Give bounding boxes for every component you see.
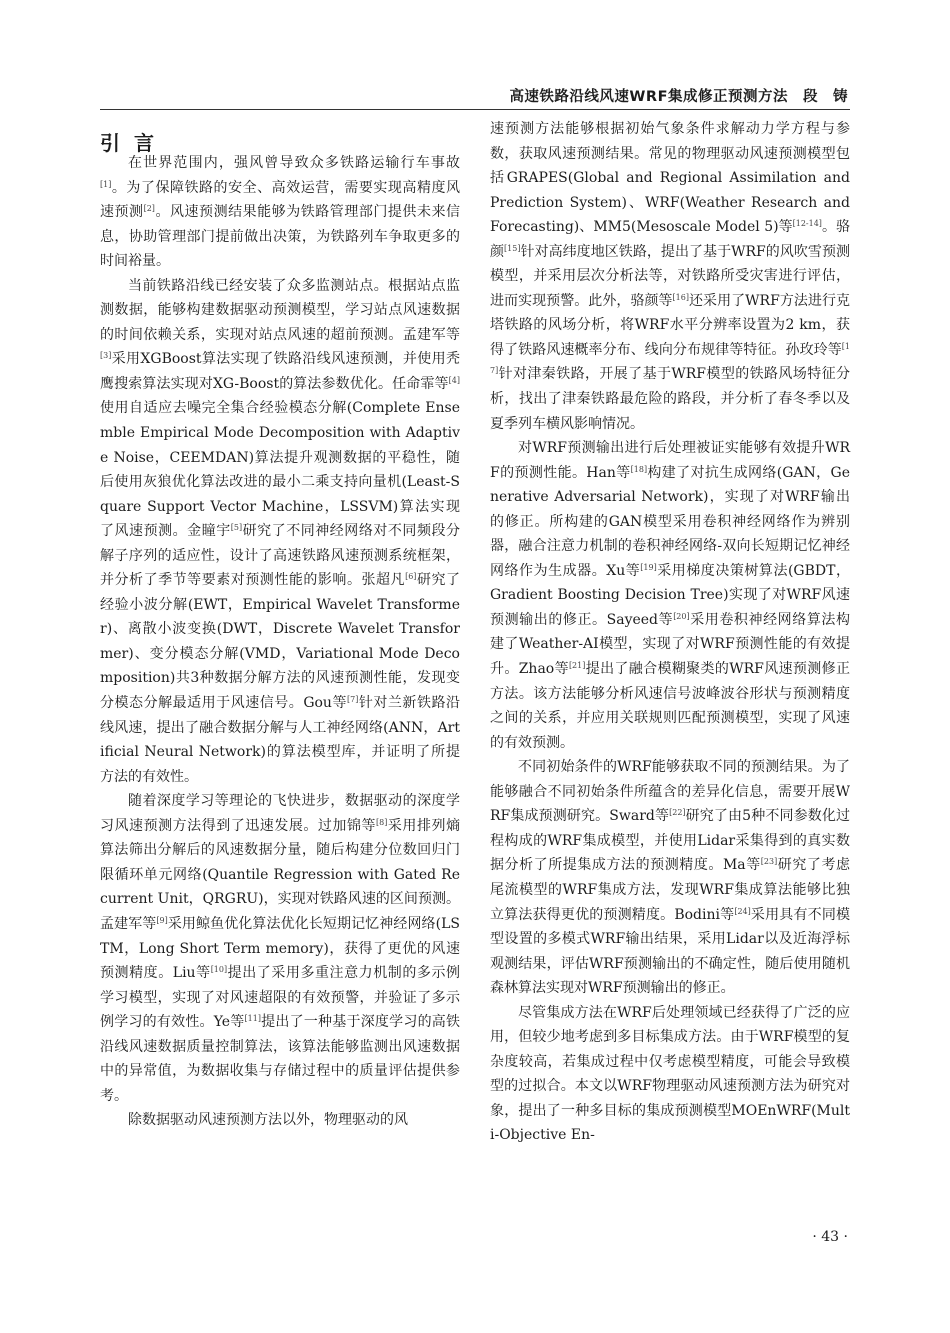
citation-ref: [23] — [760, 857, 778, 867]
citation-ref: [5] — [230, 523, 243, 533]
paragraph: 速预测方法能够根据初始气象条件求解动力学方程与参数，获取风速预测结果。常见的物理驱动风速预测模型包括GRAPES(Global and Regional Assimilation and Prediction System)、WRF(Weather Research and Forecasting)、MM5(Mesoscale Model 5)等[12-14]。骆颜[15]针对高纬度地区铁路，提出了基于WRF的风吹雪预测模型，并采用层次分析法等，对铁路所受灾害进行评估，进而实现预警。此外，骆颜等[16]还采用了WRF方法进行克塔铁路的风场分析，将WRF水平分辨率设置为2 km，获得了铁路风速概率分布、线向分布规律等特征。孙玫玲等[17]针对津秦铁路，开展了基于WRF模型的铁路风场特征分析，找出了津秦铁路最危险的路段，并分析了春冬季以及夏季列车横风影响情况。 — [490, 121, 850, 432]
citation-ref: [8] — [376, 817, 388, 827]
citation-ref: [6] — [405, 572, 417, 582]
citation-ref: [3] — [100, 351, 112, 361]
paragraph: 尽管集成方法在WRF后处理领域已经获得了广泛的应用，但较少地考虑到多目标集成方法。由于WRF模型的复杂度较高，若集成过程中仅考虑模型精度，可能会导致模型的过拟合。本文以WRF物理驱动风速预测方法为研究对象，提出了一种多目标的集成预测模型MOEnWRF(Multi-Objective En- — [490, 1004, 850, 1144]
citation-ref: [2] — [143, 204, 155, 214]
page-number: · 43 · — [812, 1229, 848, 1245]
citation-ref: [24] — [734, 906, 751, 916]
citation-ref: [21] — [568, 661, 586, 671]
paragraph: 除数据驱动风速预测方法以外，物理驱动的风 — [128, 1112, 408, 1129]
citation-ref: [11] — [244, 1014, 261, 1024]
citation-ref: [22] — [669, 808, 686, 818]
paragraph: 不同初始条件的WRF能够获取不同的预测结果。为了能够融合不同初始条件所蕴含的差异化信息，需要开展WRF集成预测研究。Sward等[22]研究了由5种不同参数化过程构成的WRF集成模型，并使用Lidar采集得到的真实数据分析了所提集成方法的预测精度。Ma等[23]研究了考虑尾流模型的WRF集成方法，发现WRF集成算法能够比独立算法获得更优的预测精度。Bodini等[24]采用具有不同模型设置的多模式WRF输出结果，采用Lidar以及近海浮标观测结果，评估WRF预测输出的不确定性，随后使用随机森林算法实现对WRF预测输出的修正。 — [490, 759, 851, 997]
citation-ref: [9] — [156, 915, 168, 925]
left-column — [100, 151, 460, 1133]
citation-ref: [12-14] — [792, 219, 822, 229]
header-rule — [100, 109, 850, 110]
paragraph: 随着深度学习等理论的飞快进步，数据驱动的深度学习风速预测方法得到了迅速发展。过加锦等[8]采用排列熵算法筛出分解后的风速数据分量，随后构建分位数回归门限循环单元网络(Quantile Regression with Gated Recurrent Unit，QRGRU)，实现对铁路风速的区间预测。孟建军等[9]采用鲸鱼优化算法优化长短期记忆神经网络(LSTM，Long Short Term memory)，获得了更优的风速预测精度。Liu等[10]提出了采用多重注意力机制的多示例学习模型，实现了对风速超限的有效预警，并验证了多示例学习的有效性。Ye等[11]提出了一种基于深度学习的高铁沿线风速数据质量控制算法，该算法能够监测出风速数据中的异常值，为数据收集与存储过程中的质量评估提供参考。 — [100, 793, 461, 1104]
citation-ref: [16] — [672, 292, 689, 302]
citation-ref: [4] — [448, 375, 460, 385]
citation-ref: [18] — [630, 464, 648, 474]
citation-ref: [20] — [673, 611, 690, 621]
citation-ref: [15] — [504, 243, 521, 253]
citation-ref: [10] — [210, 965, 228, 975]
paragraph: 在世界范围内，强风曾导致众多铁路运输行车事故[1]。为了保障铁路的安全、高效运营，需要实现高精度风速预测[2]。风速预测结果能够为铁路管理部门提供未来信息，协助管理部门提前做出决策，为铁路列车争取更多的时间裕量。 — [100, 155, 461, 270]
citation-ref: [19] — [640, 562, 657, 572]
paragraph: 对WRF预测输出进行后处理被证实能够有效提升WRF的预测性能。Han等[18]构建了对抗生成网络(GAN，Generative Adversarial Network)，实现了对WRF输出的修正。所构建的GAN模型采用卷积神经网络作为辨别器，融合注意力机制的卷积神经网络-双向长短期记忆神经网络作为生成器。Xu等[19]采用梯度决策树算法(GBDT，Gradient Boosting Decision Tree)实现了对WRF风速预测输出的修正。Sayeed等[20]采用卷积神经网络算法构建了Weather-AI模型，实现了对WRF预测性能的有效提升。Zhao等[21]提出了融合模糊聚类的WRF风速预测修正方法。该方法能够分析风速信号波峰波谷形状与预测精度之间的关系，并应用关联规则匹配预测模型，实现了风速的有效预测。 — [490, 440, 850, 751]
citation-ref: [1] — [100, 179, 112, 189]
running-title: 高速铁路沿线风速WRF集成修正预测方法 段 铸 — [509, 89, 848, 105]
paragraph: 当前铁路沿线已经安装了众多监测站点。根据站点监测数据，能够构建数据驱动预测模型，学习站点风速数据的时间依赖关系，实现对站点风速的超前预测。孟建军等[3]采用XGBoost算法实现了铁路沿线风速预测，并使用秃鹰搜索算法实现对XG-Boost的算法参数优化。任命霏等[4]使用自适应去噪完全集合经验模态分解(Complete Ensemble Empirical Mode Decomposition with Adaptive Noise，CEEMDAN)算法提升观测数据的平稳性，随后使用灰狼优化算法改进的最小二乘支持向量机(Least-Square Support Vector Machine，LSSVM)算法实现了风速预测。金瞳宇[5]研究了不同神经网络对不同频段分解子序列的适应性，设计了高速铁路风速预测系统框架，并分析了季节等要素对预测性能的影响。张超凡[6]研究了经验小波分解(EWT，Empirical Wavelet Transformer)、离散小波变换(DWT，Discrete Wavelet Transformer)、变分模态分解(VMD，Variational Mode Decomposition)共3种数据分解方法的风速预测性能，发现变分模态分解最适用于风速信号。Gou等[7]针对兰新铁路沿线风速，提出了融合数据分解与人工神经网络(ANN，Artificial Neural Network)的算法模型库，并证明了所提方法的有效性。 — [100, 277, 461, 785]
citation-ref: [7] — [347, 695, 359, 705]
section-heading: 引言 — [100, 131, 168, 155]
citation-ref: [17] — [490, 341, 850, 376]
right-column — [490, 117, 850, 1148]
